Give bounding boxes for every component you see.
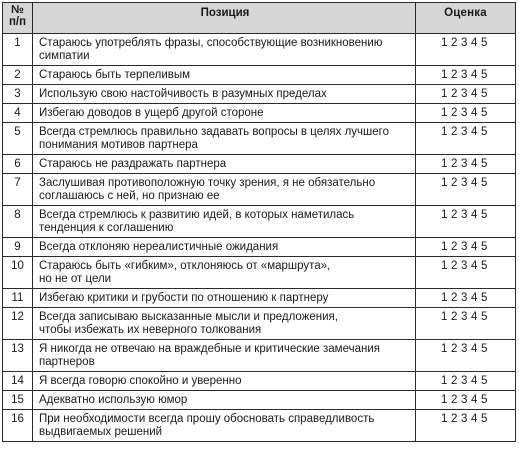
- row-score: 1 2 3 4 5: [441, 343, 488, 355]
- row-position: [33, 123, 416, 154]
- row-text-line: Всегда записываю высказанные мысли и предложения,: [39, 311, 338, 323]
- row-text-line: Заслушивая противоположную точку зрения, я не обязательно: [39, 177, 376, 189]
- row-score: 1 2 3 4 5: [441, 292, 488, 304]
- table-row: [3, 122, 515, 154]
- row-number: 3: [3, 85, 33, 103]
- header-position: Позиция: [33, 3, 416, 33]
- row-text-line: Стараюсь быть терпеливым: [39, 69, 191, 81]
- row-text-line: Стараюсь не раздражать партнера: [39, 158, 227, 170]
- row-score: 1 2 3 4 5: [441, 241, 488, 253]
- row-text-line: Использую свою настойчивость в разумных пределах: [39, 88, 327, 100]
- table-row: [3, 205, 515, 237]
- row-position: [33, 410, 416, 441]
- table-row: [3, 288, 515, 307]
- row-position: [33, 104, 416, 122]
- row-number: 13: [3, 340, 33, 371]
- row-number: 14: [3, 372, 33, 390]
- row-text-line: выдвигаемых решений: [39, 426, 163, 438]
- row-position: [33, 34, 416, 65]
- table-row: [3, 390, 515, 409]
- row-number: 11: [3, 289, 33, 307]
- row-score: 1 2 3 4 5: [441, 69, 488, 81]
- row-text-line: Я всегда говорю спокойно и уверенно: [39, 375, 242, 387]
- row-number: 9: [3, 238, 33, 256]
- row-number: 4: [3, 104, 33, 122]
- row-text-line: партнеров: [39, 356, 95, 368]
- table-row: [3, 237, 515, 256]
- row-number: 15: [3, 391, 33, 409]
- row-number: 16: [3, 410, 33, 441]
- row-text-line: Я никогда не отвечаю на враждебные и критические замечания: [39, 343, 380, 355]
- row-score: 1 2 3 4 5: [441, 209, 488, 221]
- row-text-line: Избегаю критики и грубости по отношению к партнеру: [39, 292, 329, 304]
- row-text-line: Всегда стремлюсь к развитию идей, в которых наметилась: [39, 209, 355, 221]
- row-position: [33, 391, 416, 409]
- row-position: [33, 289, 416, 307]
- header-number: [3, 3, 33, 33]
- row-position: [33, 340, 416, 371]
- table-row: [3, 65, 515, 84]
- row-score: 1 2 3 4 5: [441, 260, 488, 272]
- table-row: [3, 371, 515, 390]
- row-text-line: Стараюсь быть «гибким», отклоняюсь от «маршрута»,: [39, 260, 331, 272]
- row-score: 1 2 3 4 5: [441, 375, 488, 387]
- row-text-line: Всегда отклоняю нереалистичные ожидания: [39, 241, 279, 253]
- header-number-abbr: п/п: [8, 16, 27, 28]
- row-position: [33, 257, 416, 288]
- row-position: [33, 308, 416, 339]
- row-text-line: Избегаю доводов в ущерб другой стороне: [39, 107, 264, 119]
- row-text-line: понимания мотивов партнера: [39, 139, 198, 151]
- row-text-line: тенденция к соглашению: [39, 222, 174, 234]
- table-row: [3, 307, 515, 339]
- table-row: [3, 154, 515, 173]
- row-text-line: Адекватно использую юмор: [39, 394, 188, 406]
- header-score: Оценка: [416, 3, 515, 33]
- row-score: 1 2 3 4 5: [441, 37, 488, 49]
- row-position: [33, 85, 416, 103]
- row-number: 12: [3, 308, 33, 339]
- row-score: 1 2 3 4 5: [441, 107, 488, 119]
- table-row: [3, 103, 515, 122]
- row-score: 1 2 3 4 5: [441, 158, 488, 170]
- table-row: [3, 33, 515, 65]
- row-position: [33, 206, 416, 237]
- table-header: [3, 3, 515, 33]
- row-text-line: При необходимости всегда прошу обосновать справедливость: [39, 413, 375, 425]
- row-position: [33, 372, 416, 390]
- table-row: [3, 173, 515, 205]
- row-text-line: но не от цели: [39, 273, 112, 285]
- row-score: 1 2 3 4 5: [441, 88, 488, 100]
- row-text-line: чтобы избежать их неверного толкования: [39, 324, 262, 336]
- row-text-line: симпатии: [39, 50, 90, 62]
- row-text-line: соглашаюсь с ней, но признаю ее: [39, 190, 220, 202]
- table-row: [3, 84, 515, 103]
- row-text-line: Всегда стремлюсь правильно задавать вопросы в целях лучшего: [39, 126, 390, 138]
- row-score: 1 2 3 4 5: [441, 394, 488, 406]
- row-score: 1 2 3 4 5: [441, 126, 488, 138]
- row-number: 7: [3, 174, 33, 205]
- row-number: 10: [3, 257, 33, 288]
- row-position: [33, 174, 416, 205]
- row-number: 8: [3, 206, 33, 237]
- row-text-line: Стараюсь употреблять фразы, способствующие возникновению: [39, 37, 383, 49]
- row-number: 2: [3, 66, 33, 84]
- row-position: [33, 238, 416, 256]
- row-position: [33, 66, 416, 84]
- row-number: 6: [3, 155, 33, 173]
- row-score: 1 2 3 4 5: [441, 177, 488, 189]
- table-row: [3, 256, 515, 288]
- table-row: [3, 409, 515, 441]
- row-number: 5: [3, 123, 33, 154]
- header-number-sign: №: [11, 4, 24, 16]
- table-row: [3, 339, 515, 371]
- row-score: 1 2 3 4 5: [441, 413, 488, 425]
- row-position: [33, 155, 416, 173]
- row-number: 1: [3, 34, 33, 65]
- assessment-table: [2, 2, 516, 442]
- row-score: 1 2 3 4 5: [441, 311, 488, 323]
